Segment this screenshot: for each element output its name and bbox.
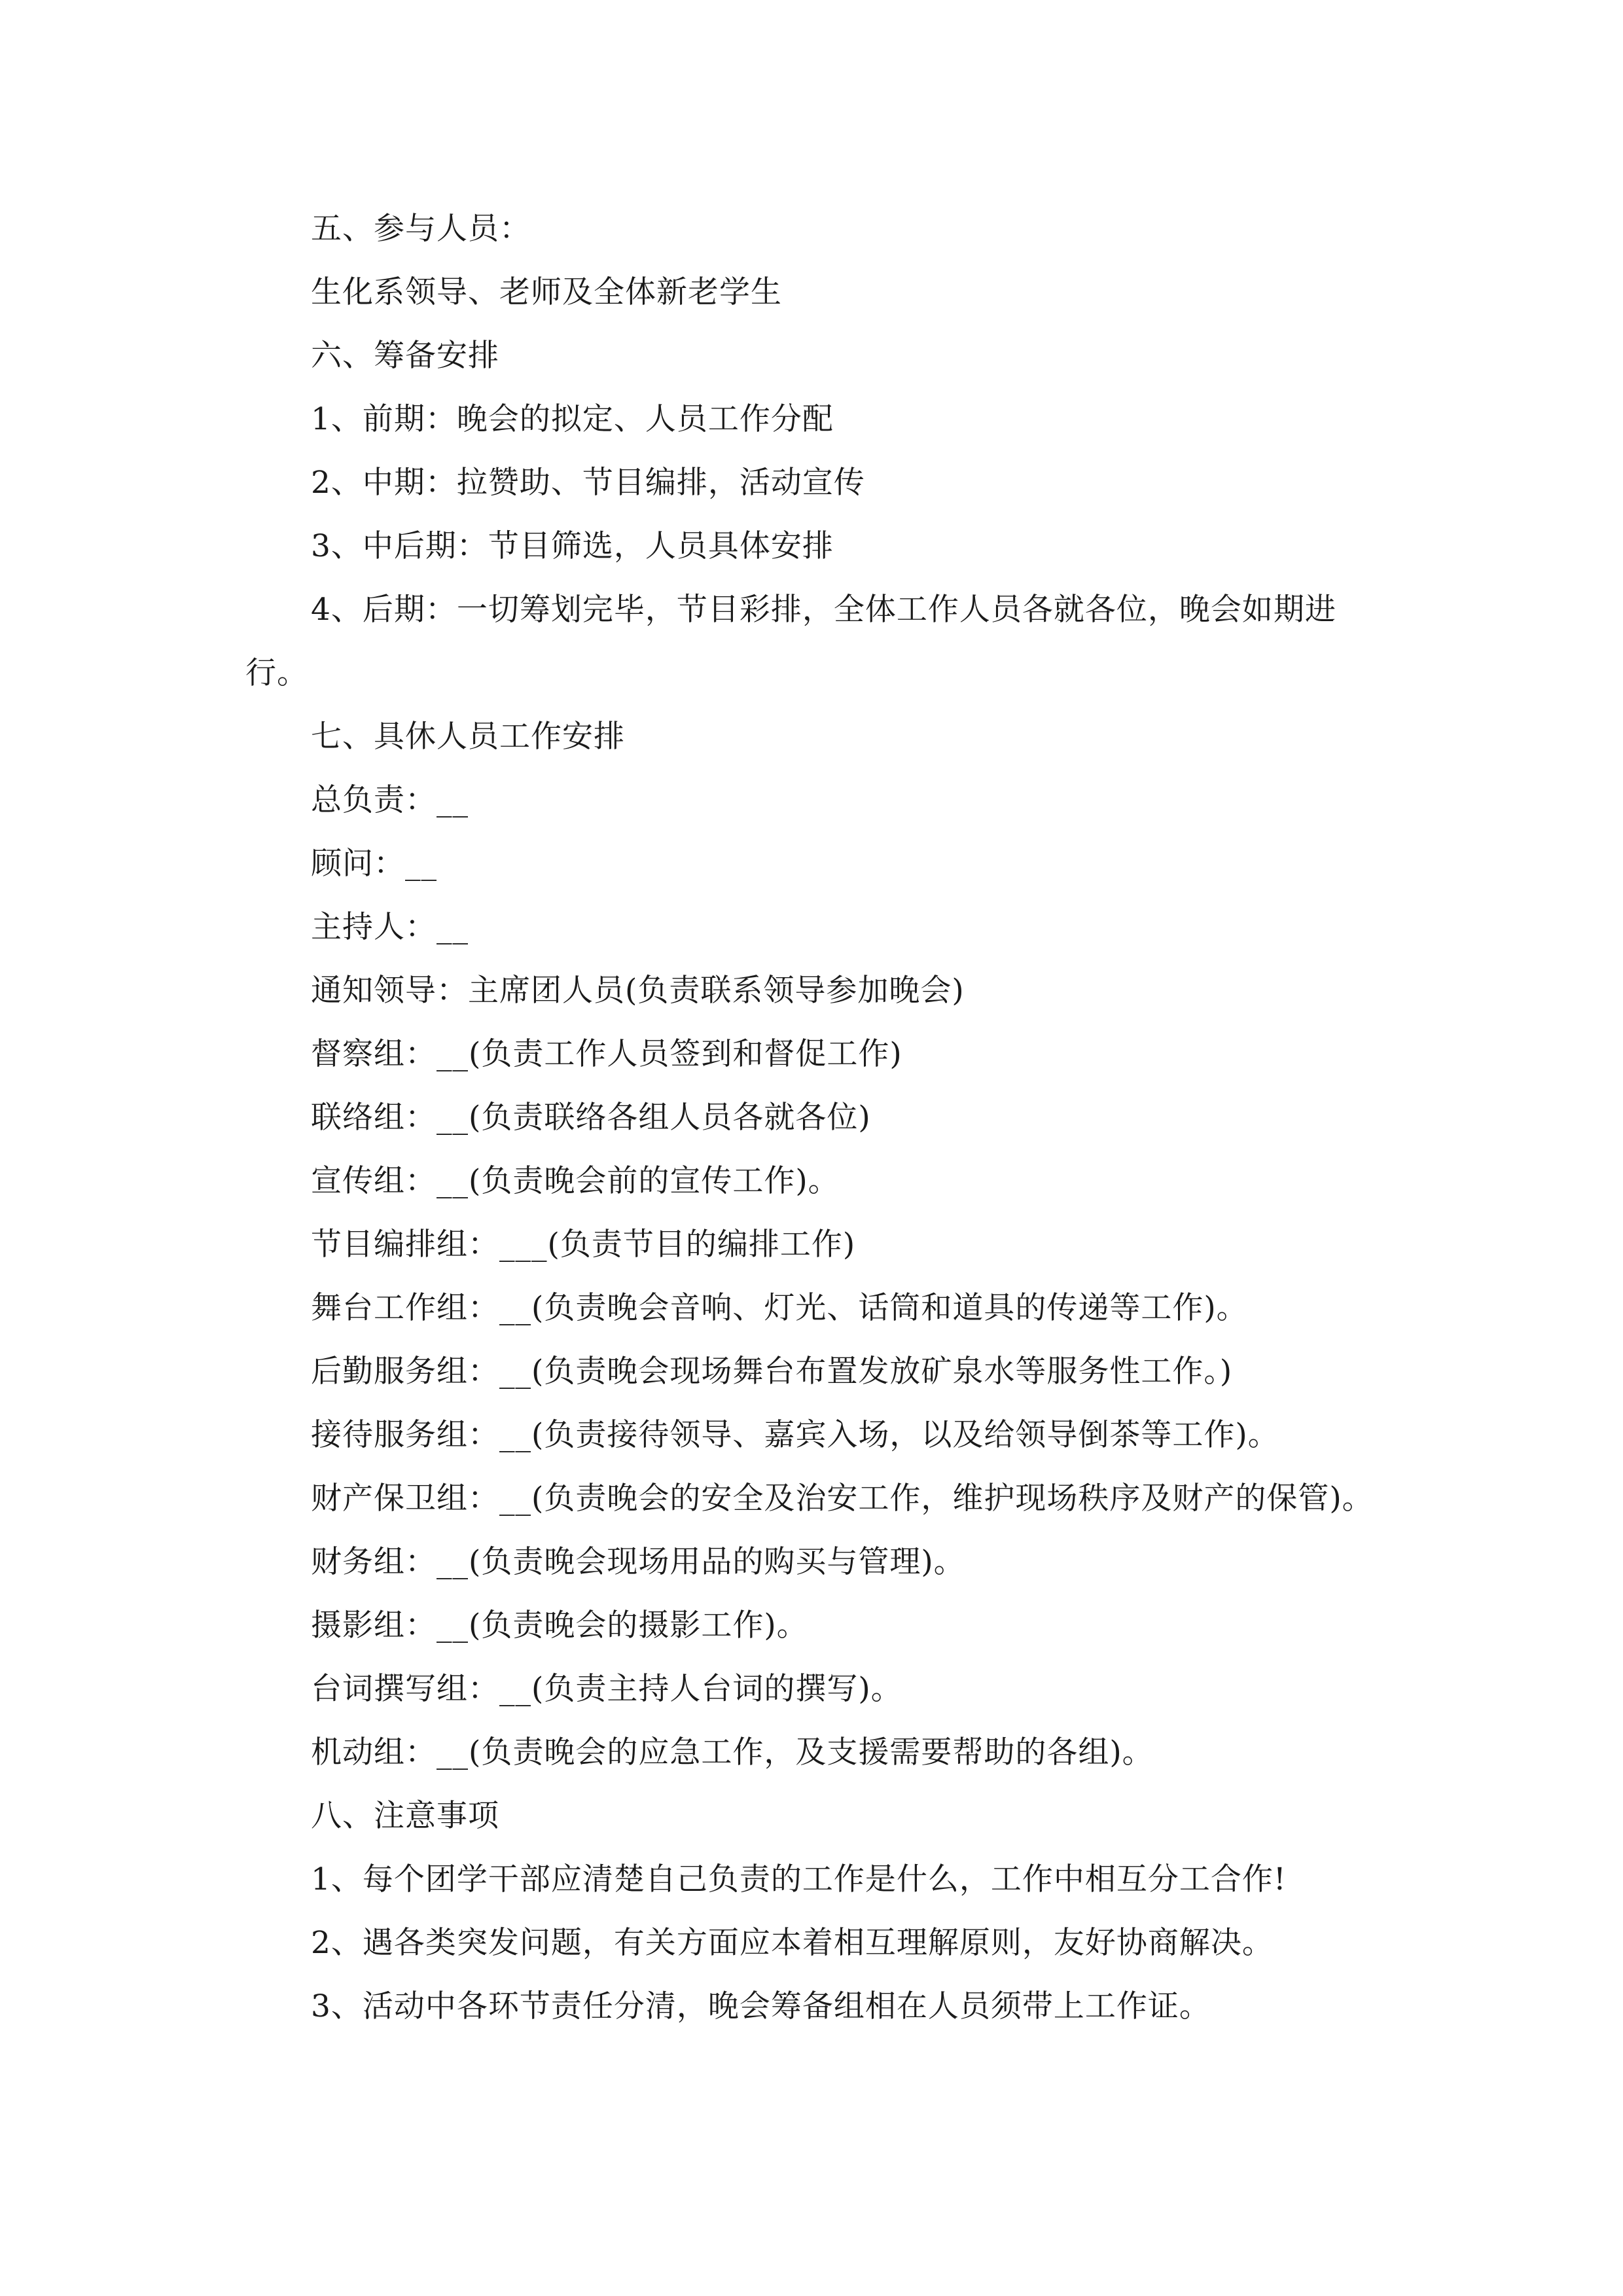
role-line: 通知领导：主席团人员(负责联系领导参加晚会) [311,973,965,1009]
role-line: 舞台工作组：__(负责晚会音响、灯光、话筒和道具的传递等工作)。 [311,1290,1248,1326]
list-item-continuation: 行。 [245,655,308,691]
role-line: 总负责：__ [311,782,469,818]
role-line: 后勤服务组：__(负责晚会现场舞台布置发放矿泉水等服务性工作。) [311,1354,1233,1390]
role-line: 财务组：__(负责晚会现场用品的购买与管理)。 [311,1544,965,1580]
list-item: 1、每个团学干部应清楚自己负责的工作是什么，工作中相互分工合作! [311,1861,1287,1897]
text-line: 生化系领导、老师及全体新老学生 [311,274,782,310]
heading-preparation: 六、筹备安排 [311,338,499,374]
list-item: 2、中期：拉赞助、节目编排，活动宣传 [311,465,865,501]
role-line: 财产保卫组：__(负责晚会的安全及治安工作，维护现场秩序及财产的保管)。 [311,1480,1374,1516]
role-line: 宣传组：__(负责晚会前的宣传工作)。 [311,1163,840,1199]
role-line: 主持人：__ [311,909,469,945]
list-item: 2、遇各类突发问题，有关方面应本着相互理解原则，友好协商解决。 [311,1925,1274,1961]
role-line: 顾问：__ [311,846,437,882]
heading-staff-arrangement: 七、具休人员工作安排 [311,719,625,755]
list-item: 3、活动中各环节责任分清，晚会筹备组相在人员须带上工作证。 [311,1988,1211,2024]
role-line: 督察组：__(负责工作人员签到和督促工作) [311,1036,902,1072]
role-line: 机动组：__(负责晚会的应急工作，及支援需要帮助的各组)。 [311,1734,1154,1770]
list-item: 1、前期：晚会的拟定、人员工作分配 [311,401,834,437]
heading-participants: 五、参与人员： [311,211,531,247]
role-line: 摄影组：__(负责晚会的摄影工作)。 [311,1607,808,1643]
list-item: 3、中后期：节目筛选，人员具体安排 [311,528,834,564]
role-line: 接待服务组：__(负责接待领导、嘉宾入场，以及给领导倒茶等工作)。 [311,1417,1279,1453]
role-line: 联络组：__(负责联络各组人员各就各位) [311,1100,871,1136]
heading-notes: 八、注意事项 [311,1798,499,1834]
role-line: 节目编排组：___(负责节目的编排工作) [311,1227,856,1263]
role-line: 台词撰写组：__(负责主持人台词的撰写)。 [311,1671,902,1707]
list-item: 4、后期：一切筹划完毕，节目彩排，全体工作人员各就各位，晚会如期进 [311,592,1336,628]
